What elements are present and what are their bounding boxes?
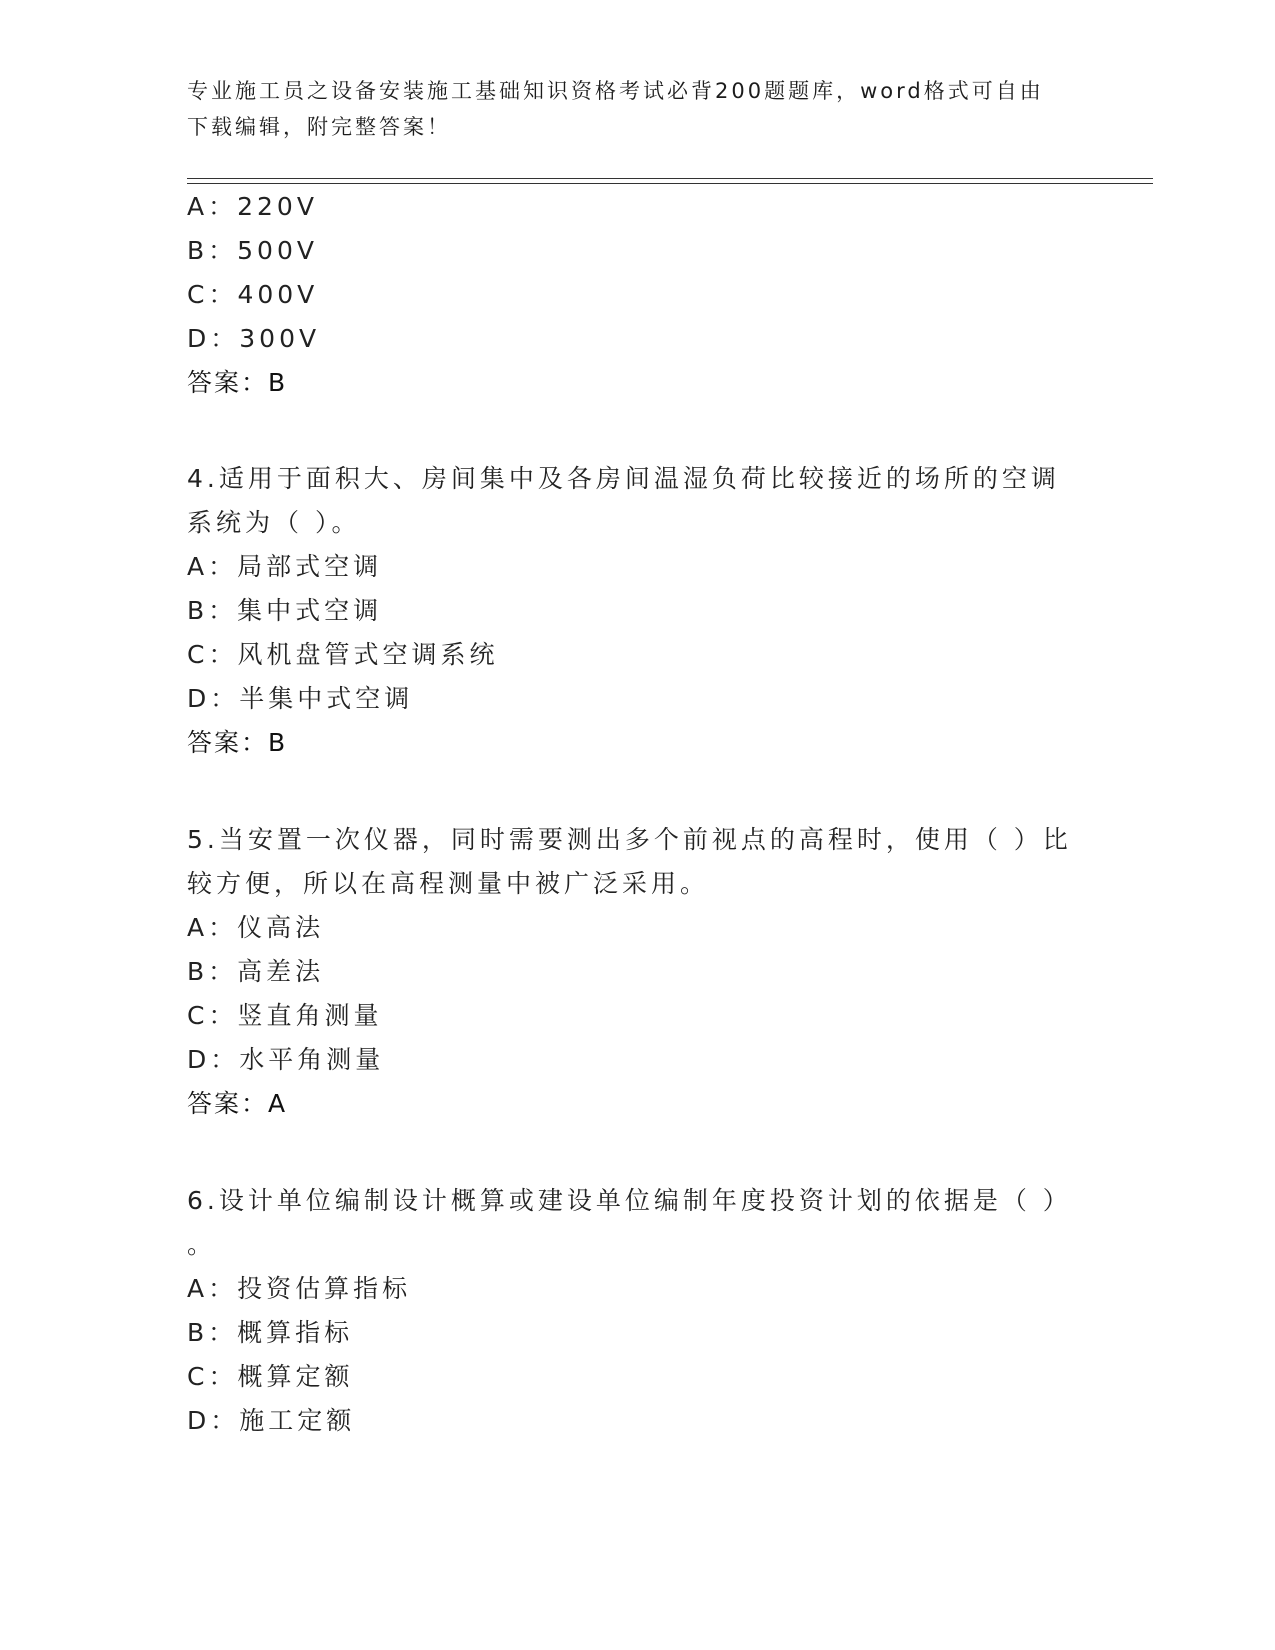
q6-option-c bbox=[187, 1360, 353, 1394]
q5-stem-line-2: 较方便，所以在高程测量中被广泛采用。 bbox=[187, 869, 710, 898]
option-label: B： bbox=[187, 596, 238, 625]
option-label: D： bbox=[187, 684, 240, 713]
option-text: 高差法 bbox=[237, 957, 325, 986]
option-label: C： bbox=[187, 1001, 238, 1030]
option-label: D： bbox=[187, 324, 240, 353]
q4-option-c bbox=[187, 638, 498, 672]
q6-option-a bbox=[187, 1272, 411, 1306]
option-text: 仪高法 bbox=[237, 913, 325, 942]
option-label: C： bbox=[187, 640, 238, 669]
option-text: 400V bbox=[237, 280, 319, 309]
option-label: B： bbox=[187, 957, 238, 986]
option-text: 概算指标 bbox=[237, 1318, 354, 1347]
header-divider-bottom bbox=[187, 183, 1153, 184]
q5-stem-line-1: 5.当安置一次仪器，同时需要测出多个前视点的高程时，使用（ ）比 bbox=[187, 825, 1072, 854]
q3-option-c bbox=[187, 278, 318, 312]
document-header bbox=[187, 73, 1087, 145]
option-text: 220V bbox=[237, 192, 318, 221]
q5-option-d bbox=[187, 1043, 384, 1077]
header-line-2: 下载编辑，附完整答案！ bbox=[187, 115, 451, 139]
option-text: 投资估算指标 bbox=[237, 1274, 412, 1303]
q5-option-a bbox=[187, 911, 324, 945]
option-label: B： bbox=[187, 236, 238, 265]
q3-option-b bbox=[187, 234, 318, 268]
option-text: 局部式空调 bbox=[237, 552, 383, 581]
q4-stem-line-1: 4.适用于面积大、房间集中及各房间温湿负荷比较接近的场所的空调 bbox=[187, 464, 1060, 493]
q4-option-b bbox=[187, 594, 382, 628]
option-label: D： bbox=[187, 1406, 240, 1435]
q3-answer: 答案：B bbox=[187, 368, 288, 397]
option-text: 半集中式空调 bbox=[239, 684, 414, 713]
option-text: 集中式空调 bbox=[237, 596, 383, 625]
option-label: A： bbox=[187, 552, 238, 581]
option-label: B： bbox=[187, 1318, 238, 1347]
q5-option-b bbox=[187, 955, 324, 989]
q4-option-d bbox=[187, 682, 413, 716]
q6-option-b bbox=[187, 1316, 353, 1350]
option-text: 300V bbox=[239, 324, 321, 353]
option-label: D： bbox=[187, 1045, 240, 1074]
q4-stem-line-2: 系统为（ ）。 bbox=[187, 508, 361, 537]
q6-stem-line-1: 6.设计单位编制设计概算或建设单位编制年度投资计划的依据是（ ） bbox=[187, 1186, 1072, 1215]
q6-option-d bbox=[187, 1404, 355, 1438]
q5-option-c bbox=[187, 999, 382, 1033]
option-label: A： bbox=[187, 1274, 238, 1303]
option-text: 竖直角测量 bbox=[237, 1001, 383, 1030]
option-text: 施工定额 bbox=[239, 1406, 356, 1435]
q4-option-a bbox=[187, 550, 382, 584]
option-text: 概算定额 bbox=[237, 1362, 354, 1391]
option-label: A： bbox=[187, 192, 238, 221]
q5-answer: 答案：A bbox=[187, 1089, 288, 1118]
header-divider-top bbox=[187, 178, 1153, 179]
q3-option-d bbox=[187, 322, 320, 356]
option-text: 风机盘管式空调系统 bbox=[237, 640, 499, 669]
q3-option-a bbox=[187, 190, 318, 224]
option-text: 水平角测量 bbox=[239, 1045, 385, 1074]
q4-answer: 答案：B bbox=[187, 728, 288, 757]
option-label: C： bbox=[187, 280, 238, 309]
option-label: A： bbox=[187, 913, 238, 942]
q6-stem-line-2: 。 bbox=[187, 1230, 217, 1259]
option-text: 500V bbox=[237, 236, 318, 265]
option-label: C： bbox=[187, 1362, 238, 1391]
header-line-1: 专业施工员之设备安装施工基础知识资格考试必背200题题库，word格式可自由 bbox=[187, 79, 1044, 103]
